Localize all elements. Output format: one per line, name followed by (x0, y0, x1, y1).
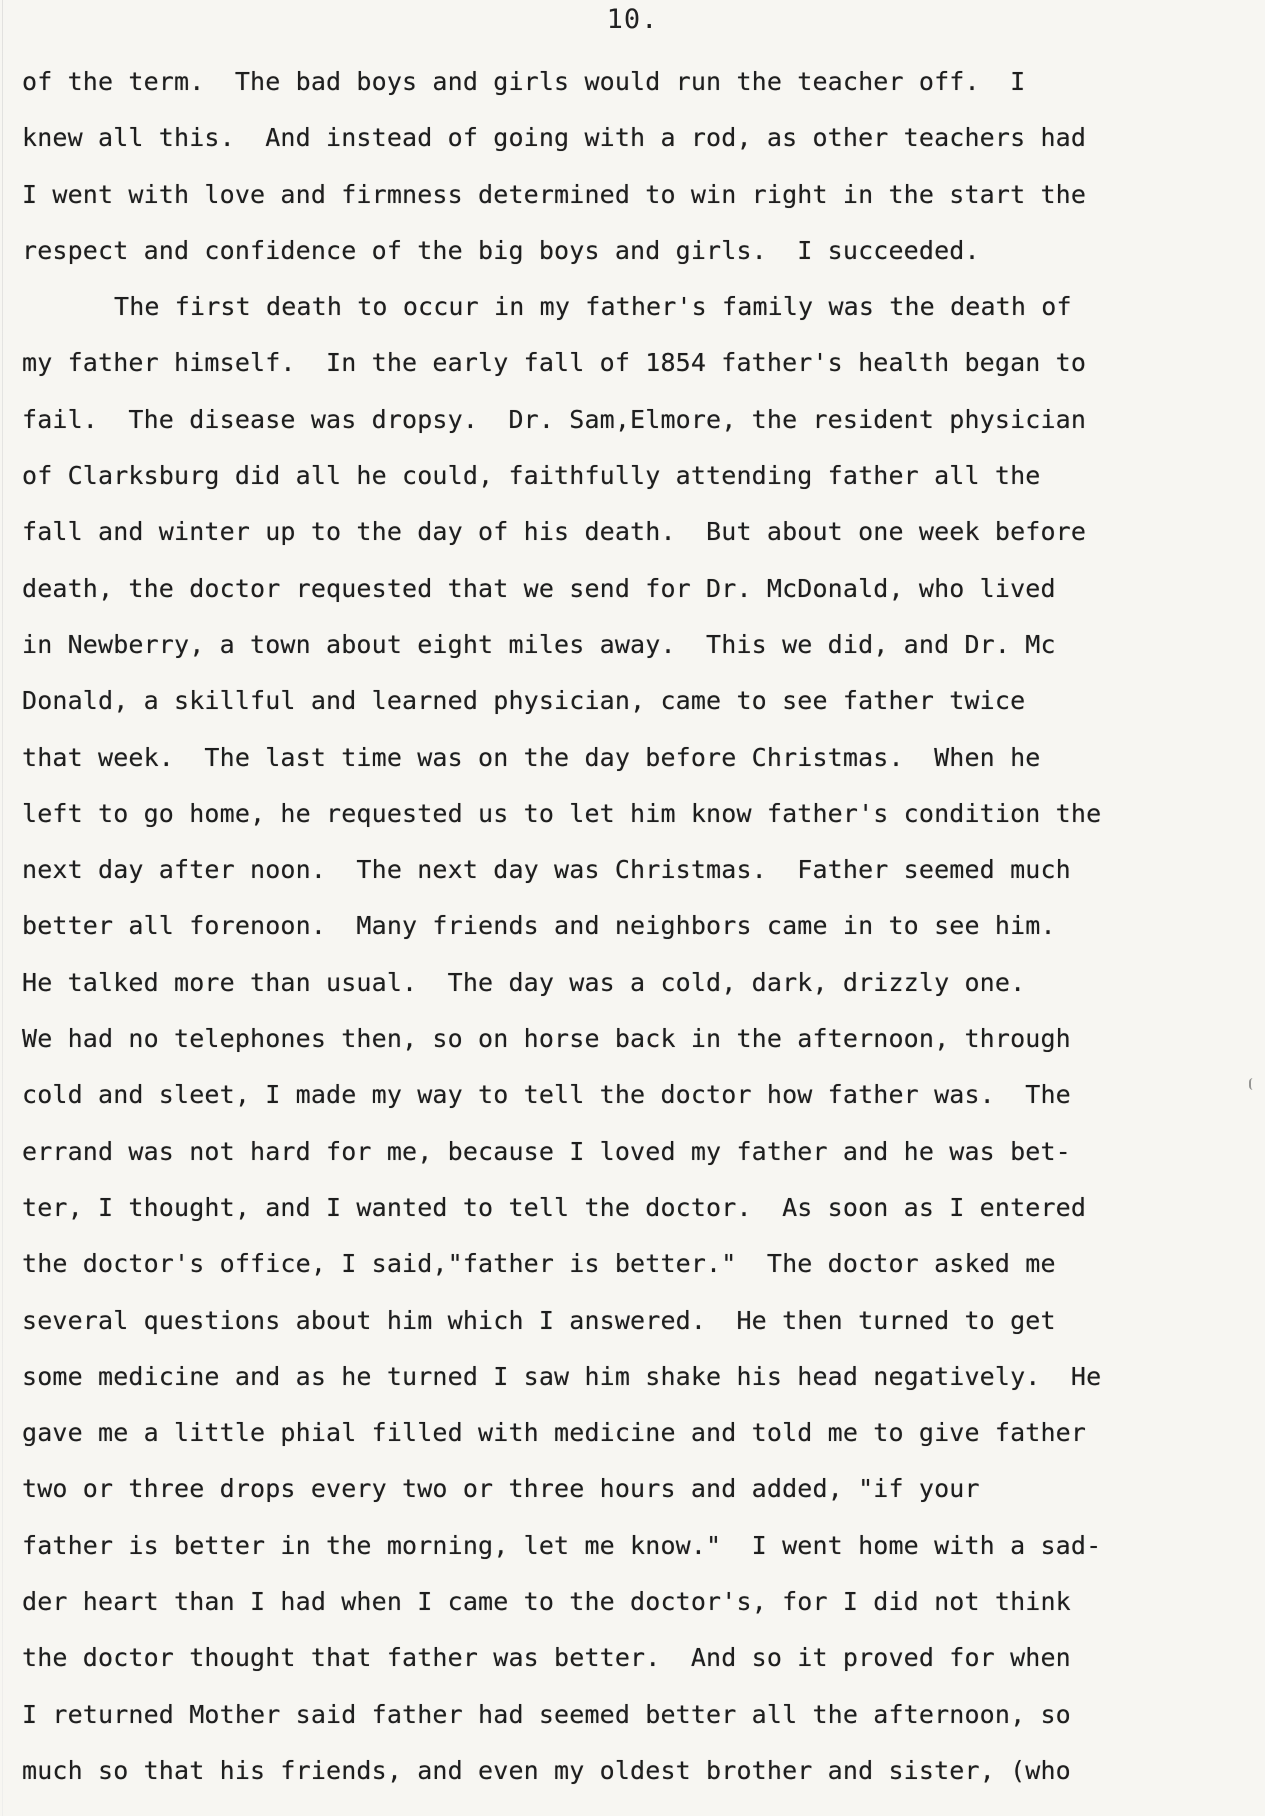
text-line: of the term. The bad boys and girls would run the teacher off. I (22, 67, 1026, 96)
text-line: the doctor's office, I said,"father is better." The doctor asked me (22, 1249, 1056, 1279)
text-line: several questions about him which I answered. He then turned to get (22, 1305, 1056, 1335)
text-line: We had no telephones then, so on horse back in the afternoon, through (22, 1024, 1071, 1054)
text-line: death, the doctor requested that we send for Dr. McDonald, who lived (22, 573, 1056, 603)
body-text (22, 54, 1252, 1799)
text-line: knew all this. And instead of going with a rod, as other teachers had (22, 123, 1087, 153)
text-line: some medicine and as he turned I saw him shake his head negatively. He (22, 1361, 1102, 1391)
text-line: der heart than I had when I came to the doctor's, for I did not think (22, 1587, 1071, 1617)
text-line: left to go home, he requested us to let him know father's condition the (22, 798, 1102, 828)
text-line: errand was not hard for me, because I loved my father and he was bet- (22, 1136, 1071, 1166)
text-line: fail. The disease was dropsy. Dr. Sam,Elmore, the resident physician (22, 404, 1087, 434)
page-number: 10. (606, 4, 659, 35)
text-line: cold and sleet, I made my way to tell the doctor how father was. The (22, 1080, 1071, 1110)
paragraph-start-line: The first death to occur in my father's family was the death of (114, 292, 1072, 322)
text-line: ter, I thought, and I wanted to tell the doctor. As soon as I entered (22, 1192, 1087, 1222)
text-line: father is better in the morning, let me know." I went home with a sad- (22, 1530, 1102, 1560)
text-line: much so that his friends, and even my oldest brother and sister, (who (22, 1755, 1071, 1785)
text-line: respect and confidence of the big boys and girls. I succeeded. (22, 235, 980, 265)
text-line: of Clarksburg did all he could, faithfully attending father all the (22, 461, 1041, 491)
page-edge-shadow (2, 0, 3, 1816)
text-line: Donald, a skillful and learned physician, came to see father twice (22, 686, 1026, 716)
text-line: better all forenoon. Many friends and neighbors came in to see him. (22, 911, 1056, 941)
text-line: He talked more than usual. The day was a cold, dark, drizzly one. (22, 967, 1026, 997)
text-line: that week. The last time was on the day before Christmas. When he (22, 742, 1041, 772)
text-line: fall and winter up to the day of his death. But about one week before (22, 517, 1087, 547)
text-line: I returned Mother said father had seemed better all the afternoon, so (22, 1699, 1071, 1729)
text-line: I went with love and firmness determined to win right in the start the (22, 179, 1087, 209)
text-line: two or three drops every two or three hours and added, "if your (22, 1474, 980, 1504)
text-line: next day after noon. The next day was Christmas. Father seemed much (22, 855, 1071, 885)
text-line: my father himself. In the early fall of 1854 father's health began to (22, 348, 1087, 378)
text-line: the doctor thought that father was better. And so it proved for when (22, 1643, 1071, 1673)
text-line: in Newberry, a town about eight miles away. This we did, and Dr. Mc (22, 629, 1056, 659)
text-line: gave me a little phial filled with medicine and told me to give father (22, 1418, 1087, 1448)
margin-mark (1249, 1078, 1257, 1090)
